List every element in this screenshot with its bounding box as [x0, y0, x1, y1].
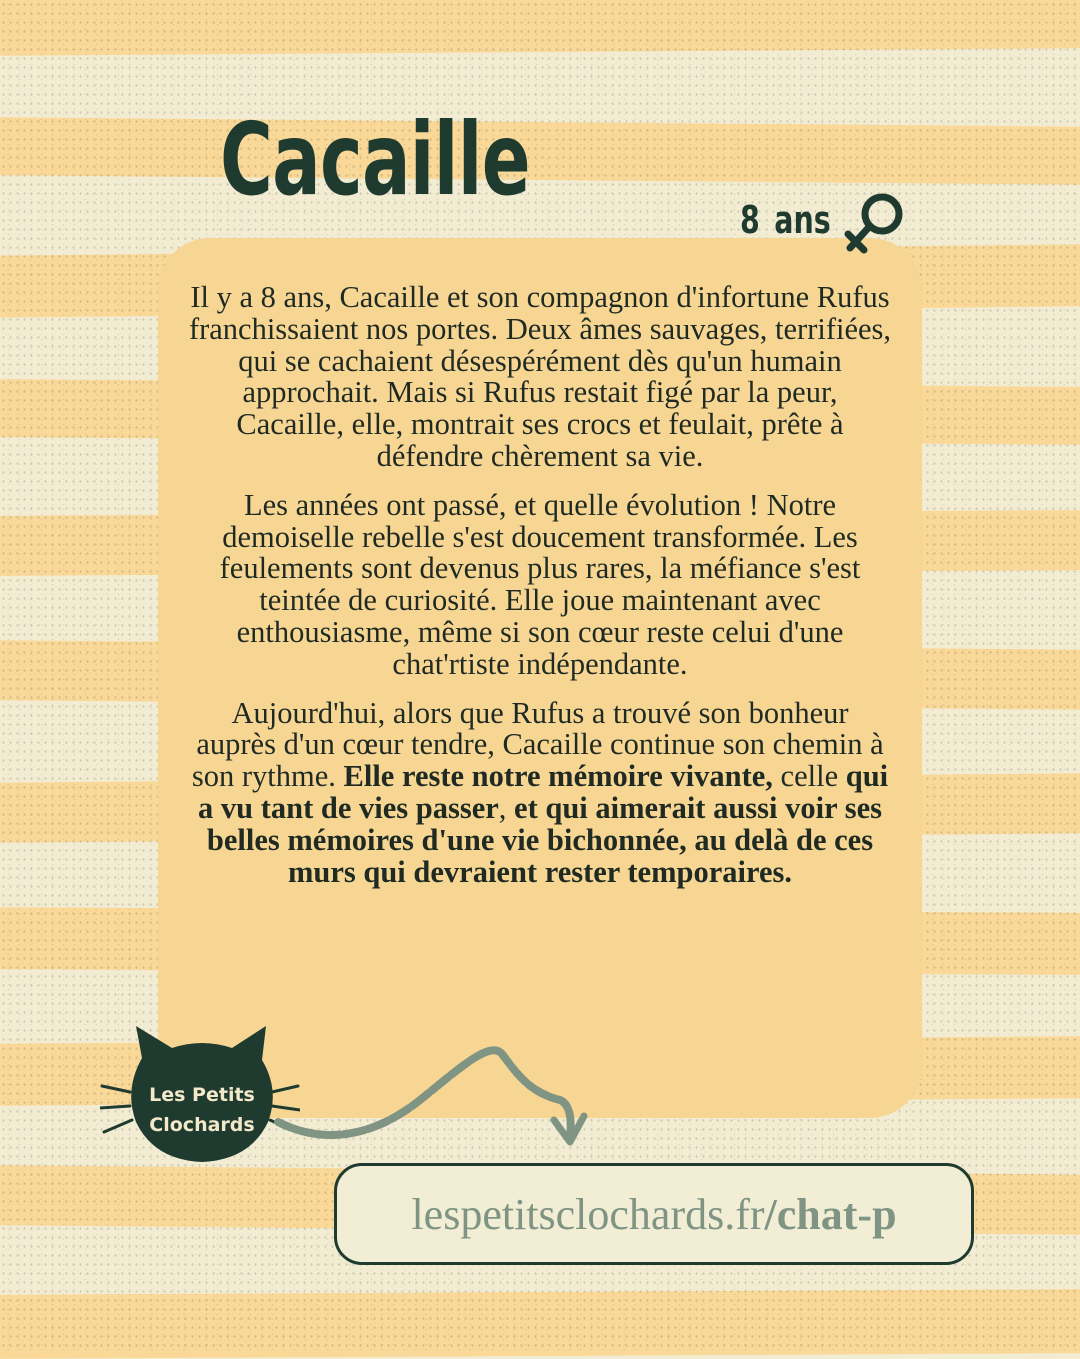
arrow-icon: [270, 1030, 600, 1170]
p3-bold-1: Elle reste notre mémoire vivante,: [343, 759, 773, 794]
female-symbol-icon: [838, 188, 910, 260]
url-domain: lespetitsclochards.fr: [411, 1189, 765, 1239]
url-path: /chat-p: [764, 1189, 897, 1239]
age-label: 8 ans: [740, 198, 831, 242]
p3-text-1: Aujourd'hui, alors que Rufus a trouvé son bonheur auprès d'un cœur tendre, Cacaille continue son chemin à son rythme.: [191, 695, 884, 794]
logo-text: [140, 1080, 264, 1140]
cat-name-title: Cacaille: [220, 101, 530, 218]
p3-bold-3: et qui aimerait aussi voir ses belles mémoires d'une vie bichonnée, au delà de ces murs qui devraient rester temporaires.: [206, 790, 882, 889]
story-text: [188, 282, 892, 905]
p3-text-3: ,: [498, 790, 515, 825]
story-paragraph-3: [188, 695, 892, 889]
p3-text-2: celle: [772, 759, 846, 794]
story-paragraph-2: Les années ont passé, et quelle évolution ! Notre demoiselle rebelle s'est doucement transformée. Les feulements sont devenus plus rares, la méfiance s'est teintée de curiosité. Elle joue maintenant avec enthousiasme, même si son cœur reste celui d'une chat'rtiste indépendante.: [219, 487, 861, 681]
logo-line-2: Clochards: [149, 1114, 255, 1136]
story-paragraph-1: Il y a 8 ans, Cacaille et son compagnon d'infortune Rufus franchissaient nos portes. Deux âmes sauvages, terrifiées, qui se cachaient désespérément dès qu'un humain approchait. Mais si Rufus restait figé par la peur, Cacaille, elle, montrait ses crocs et feulait, prête à défendre chèrement sa vie.: [188, 280, 892, 473]
website-link[interactable]: [334, 1163, 974, 1265]
p3-bold-2: qui a vu tant de vies passer: [198, 759, 889, 825]
logo-line-1: Les Petits: [149, 1084, 255, 1106]
